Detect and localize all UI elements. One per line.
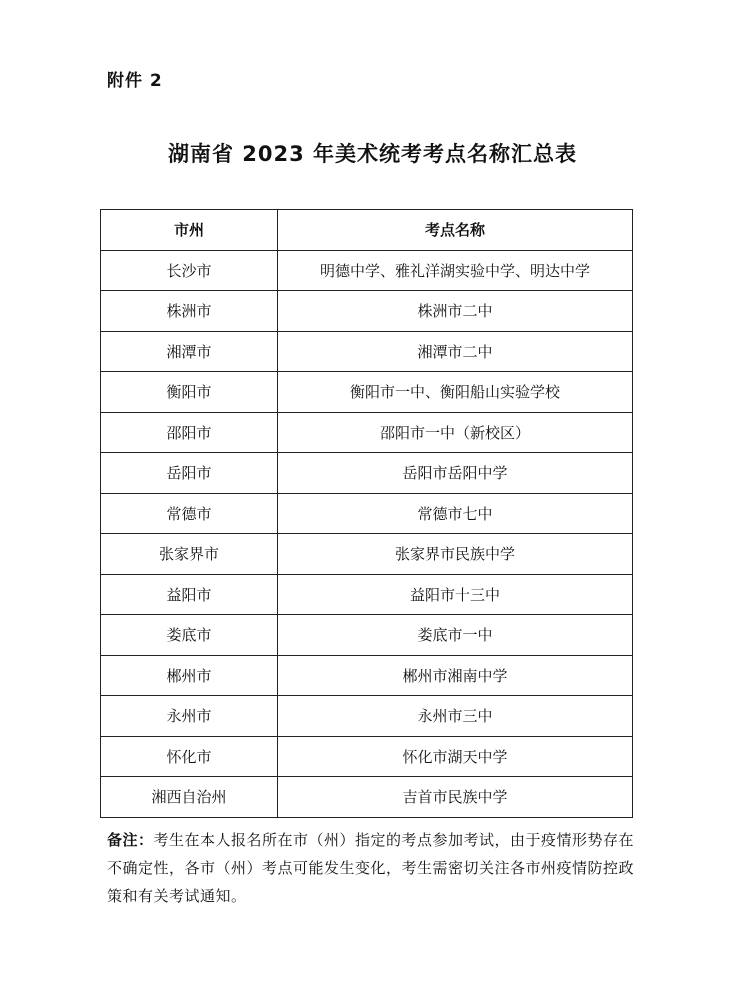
site-cell: 岳阳市岳阳中学 xyxy=(278,453,633,494)
site-cell: 怀化市湖天中学 xyxy=(278,736,633,777)
site-cell: 邵阳市一中（新校区） xyxy=(278,412,633,453)
remarks-paragraph xyxy=(107,826,647,910)
remarks-text: 考生在本人报名所在市（州）指定的考点参加考试，由于疫情形势存在不确定性，各市（州）考点可能发生变化，考生需密切关注各市州疫情防控政策和有关考试通知。 xyxy=(107,831,635,905)
remarks-label: 备注： xyxy=(107,831,154,849)
table-row xyxy=(101,372,633,413)
table-row xyxy=(101,574,633,615)
city-cell: 衡阳市 xyxy=(101,372,278,413)
site-cell: 永州市三中 xyxy=(278,696,633,737)
column-header-city: 市州 xyxy=(101,210,278,251)
site-cell: 郴州市湘南中学 xyxy=(278,655,633,696)
table-row xyxy=(101,412,633,453)
site-cell: 常德市七中 xyxy=(278,493,633,534)
site-cell: 株洲市二中 xyxy=(278,291,633,332)
city-cell: 永州市 xyxy=(101,696,278,737)
table-row xyxy=(101,777,633,818)
table-row xyxy=(101,534,633,575)
site-cell: 明德中学、雅礼洋湖实验中学、明达中学 xyxy=(278,250,633,291)
city-cell: 长沙市 xyxy=(101,250,278,291)
table-row xyxy=(101,736,633,777)
table-row xyxy=(101,655,633,696)
column-header-site: 考点名称 xyxy=(278,210,633,251)
city-cell: 常德市 xyxy=(101,493,278,534)
city-cell: 怀化市 xyxy=(101,736,278,777)
document-title: 湖南省 2023 年美术统考考点名称汇总表 xyxy=(167,142,578,166)
site-cell: 吉首市民族中学 xyxy=(278,777,633,818)
city-cell: 张家界市 xyxy=(101,534,278,575)
city-cell: 株洲市 xyxy=(101,291,278,332)
site-cell: 湘潭市二中 xyxy=(278,331,633,372)
table-row xyxy=(101,331,633,372)
city-cell: 湘潭市 xyxy=(101,331,278,372)
exam-site-table xyxy=(100,209,633,818)
site-cell: 娄底市一中 xyxy=(278,615,633,656)
city-cell: 邵阳市 xyxy=(101,412,278,453)
city-cell: 益阳市 xyxy=(101,574,278,615)
city-cell: 娄底市 xyxy=(101,615,278,656)
table-row xyxy=(101,493,633,534)
table-row xyxy=(101,291,633,332)
site-cell: 益阳市十三中 xyxy=(278,574,633,615)
table-row xyxy=(101,696,633,737)
attachment-label: 附件 2 xyxy=(107,71,163,91)
table-header-row xyxy=(101,210,633,251)
table-row xyxy=(101,453,633,494)
table-row xyxy=(101,250,633,291)
city-cell: 岳阳市 xyxy=(101,453,278,494)
table-row xyxy=(101,615,633,656)
city-cell: 郴州市 xyxy=(101,655,278,696)
city-cell: 湘西自治州 xyxy=(101,777,278,818)
site-cell: 衡阳市一中、衡阳船山实验学校 xyxy=(278,372,633,413)
site-cell: 张家界市民族中学 xyxy=(278,534,633,575)
